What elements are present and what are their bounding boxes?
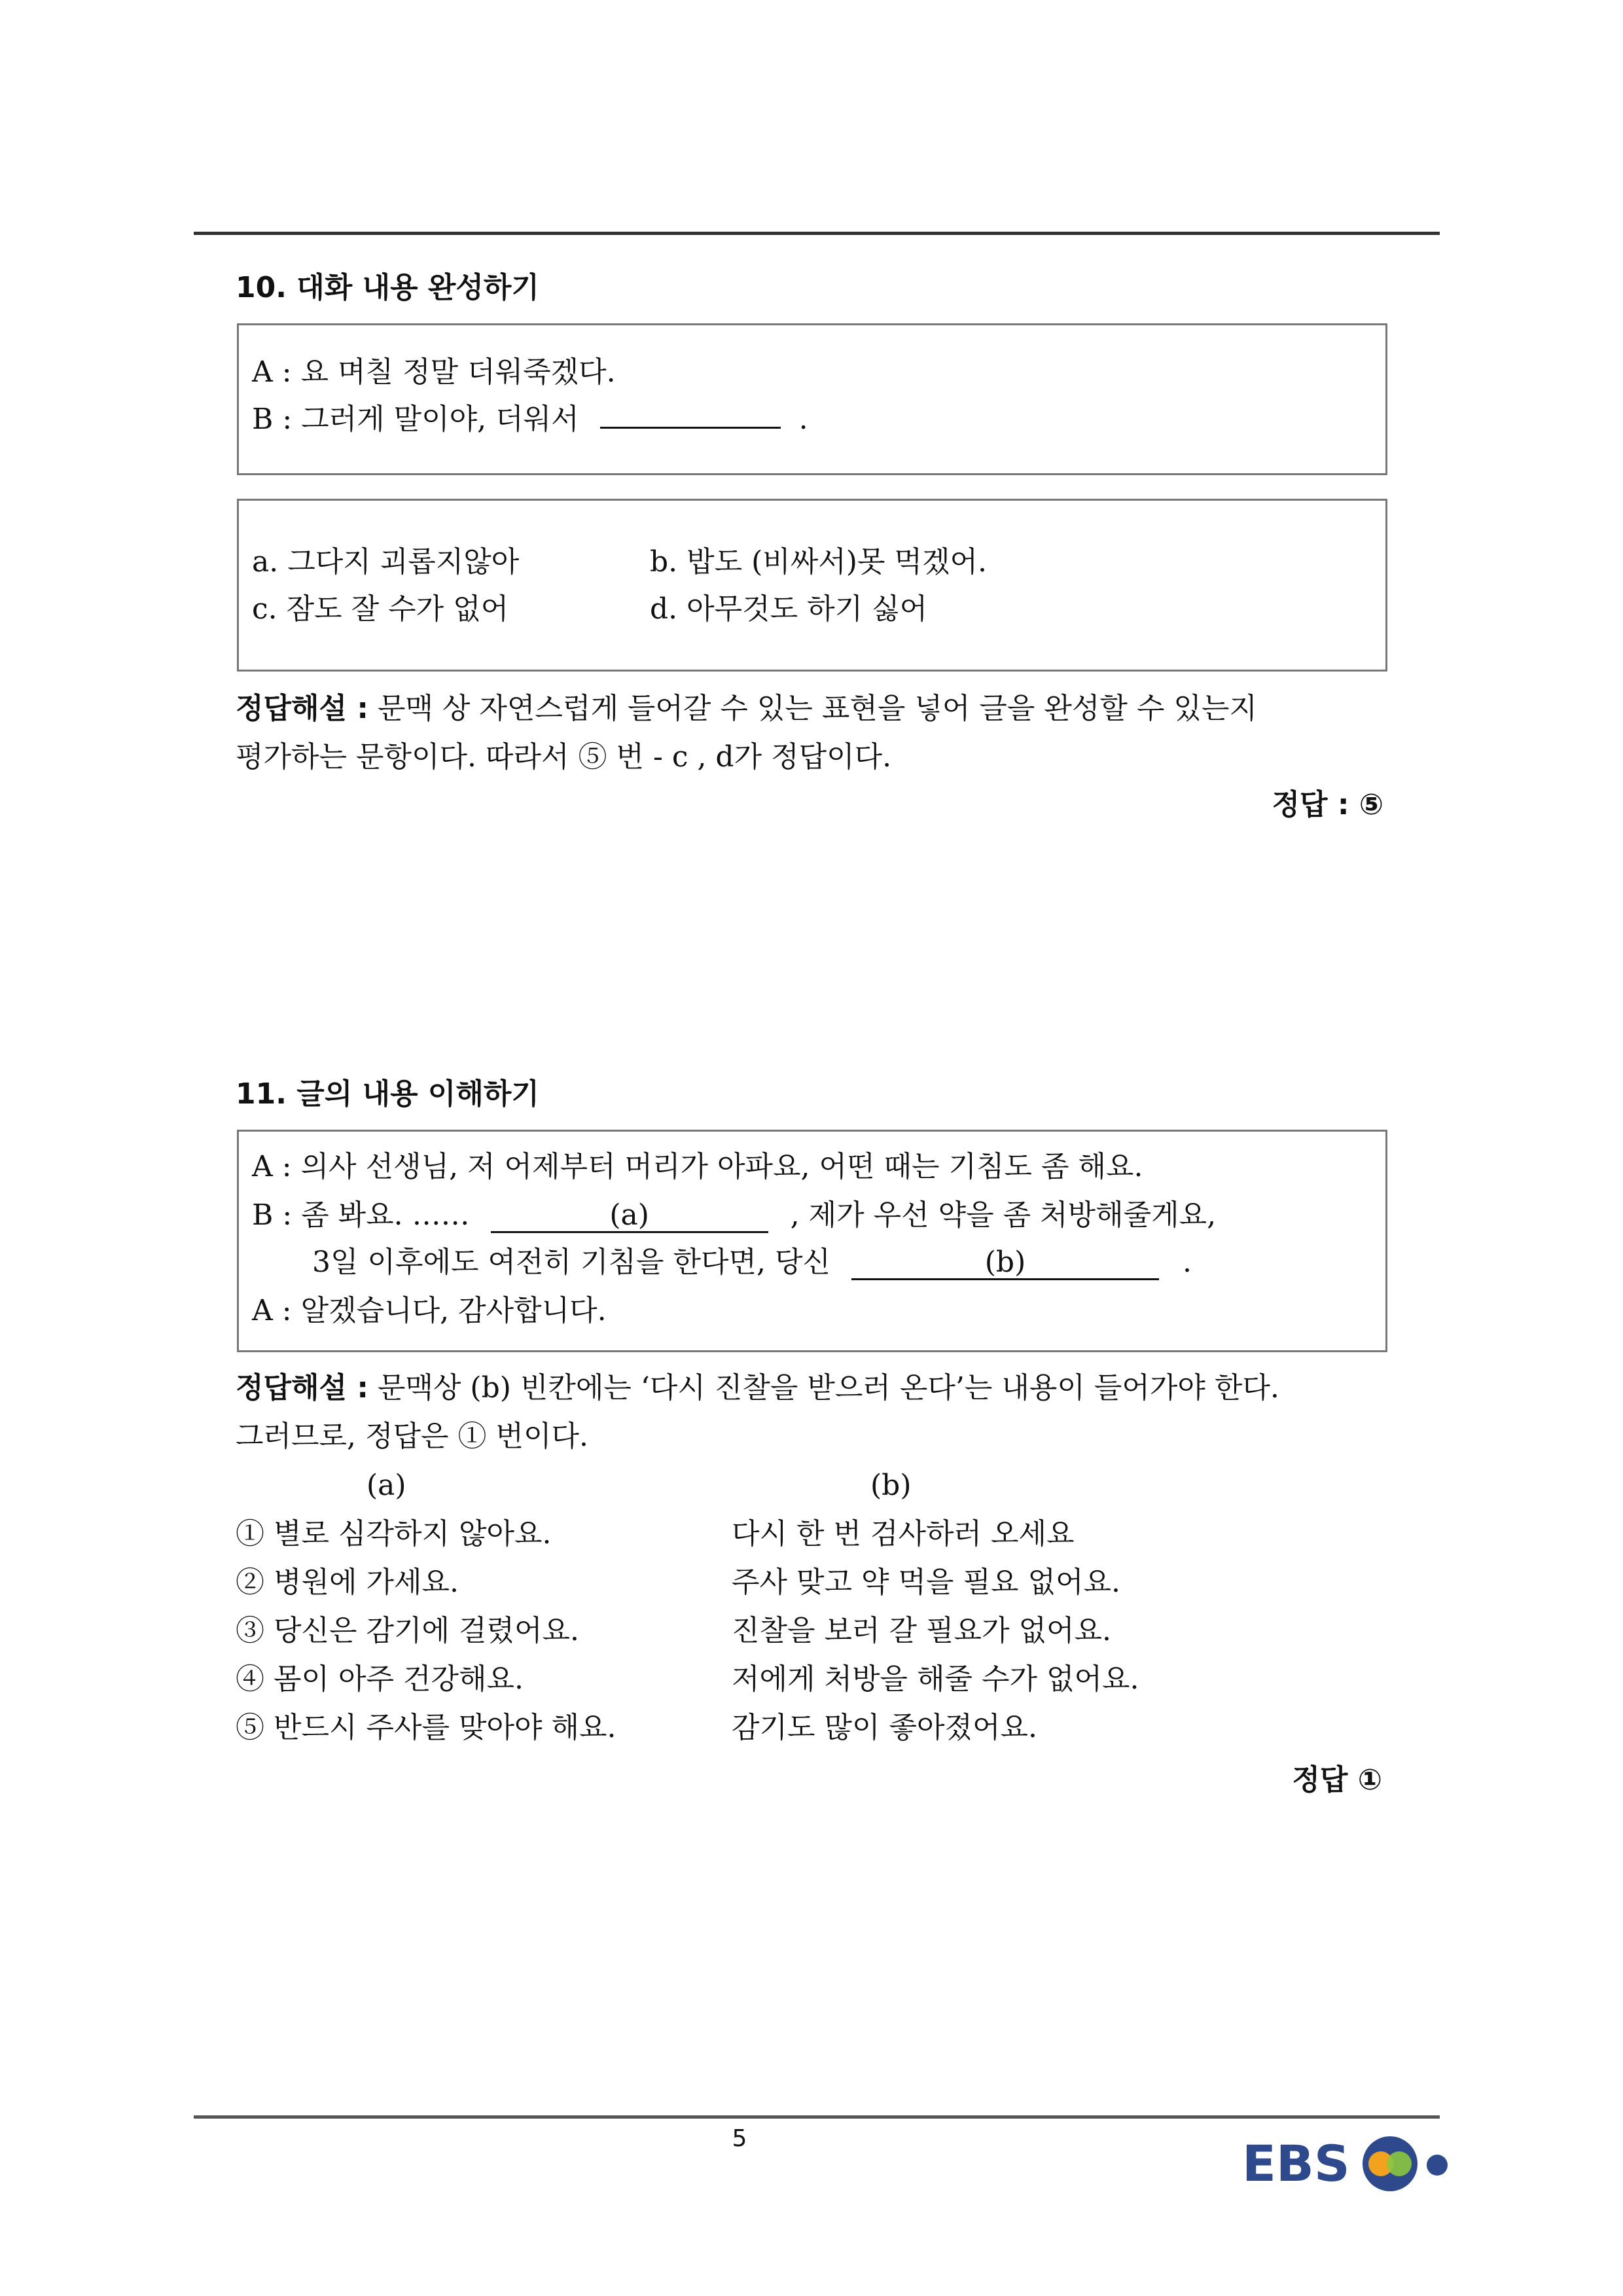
ebs-logo-green-dot — [1387, 2151, 1412, 2176]
q11-choice-3-b: 진찰을 보러 갈 필요가 없어요. — [732, 1614, 1111, 1647]
q10-option-a: a. 그다지 괴롭지않아 — [252, 545, 520, 579]
q11-blank-a: (a) — [491, 1200, 768, 1233]
q10-option-d: d. 아무것도 하기 싫어 — [650, 592, 928, 626]
q11-explanation-line2: 그러므로, 정답은 ① 번이다. — [236, 1420, 588, 1453]
q10-dialog-line-b: B : 그러게 말이야, 더워서 . — [252, 403, 808, 436]
q10-dialog-box — [237, 323, 1387, 475]
q10-option-b: b. 밥도 (비싸서)못 먹겠어. — [650, 545, 987, 579]
ebs-logo-small-dot — [1427, 2155, 1448, 2176]
q11-dialog-line1: A : 의사 선생님, 저 어제부터 머리가 아파요, 어떤 때는 기침도 좀 해요. — [252, 1150, 1143, 1183]
q10-blank — [600, 427, 781, 429]
q11-answer: 정답 ① — [1292, 1763, 1382, 1797]
q10-answer: 정답 : ⑤ — [1272, 788, 1383, 821]
q11-explanation-line1: 문맥상 (b) 빈칸에는 ‘다시 진찰을 받으러 온다’는 내용이 들어가야 한다. — [377, 1371, 1279, 1405]
ebs-logo — [1242, 2127, 1454, 2199]
q11-choice-2-b: 주사 맞고 약 먹을 필요 없어요. — [732, 1566, 1120, 1599]
q10-explanation-line1: 문맥 상 자연스럽게 들어갈 수 있는 표현을 넣어 글을 완성할 수 있는지 — [377, 692, 1257, 725]
q11-dialog-box — [237, 1130, 1387, 1352]
q11-dialog-line4: A : 알겠습니다, 감사합니다. — [252, 1294, 607, 1327]
q10-heading: 10. 대화 내용 완성하기 — [236, 271, 539, 304]
q11-explanation — [236, 1364, 1400, 1461]
q10-explanation-line2: 평가하는 문항이다. 따라서 ⑤ 번 - c , d가 정답이다. — [236, 740, 892, 774]
q10-options-box — [237, 499, 1387, 672]
q10-explanation — [236, 685, 1400, 781]
ebs-logo-text: EBS — [1242, 2134, 1350, 2193]
page-number: 5 — [732, 2125, 747, 2152]
q11-blank-b: (b) — [851, 1247, 1159, 1280]
header-divider — [194, 232, 1440, 235]
q11-dialog-line3: 3일 이후에도 여전히 기침을 한다면, 당신 (b) . — [312, 1246, 1192, 1279]
q11-choice-1-a: ① 별로 심각하지 않아요. — [236, 1517, 552, 1551]
q11-choice-5-b: 감기도 많이 좋아졌어요. — [732, 1711, 1037, 1744]
q10-option-c: c. 잠도 잘 수가 없어 — [252, 592, 509, 626]
q11-explanation-label: 정답해설 : — [236, 1371, 368, 1405]
q11-choice-4-a: ④ 몸이 아주 건강해요. — [236, 1662, 524, 1696]
q11-choice-3-a: ③ 당신은 감기에 걸렸어요. — [236, 1614, 579, 1647]
q11-choice-1-b: 다시 한 번 검사하러 오세요 — [732, 1517, 1075, 1551]
footer-divider — [194, 2115, 1440, 2119]
q10-explanation-label: 정답해설 : — [236, 692, 368, 725]
q11-col-a-header: (a) — [366, 1469, 406, 1502]
q11-col-b-header: (b) — [870, 1469, 912, 1502]
q11-heading: 11. 글의 내용 이해하기 — [236, 1077, 539, 1111]
q11-dialog-line2: B : 좀 봐요. …… (a) , 제가 우선 약을 좀 처방해줄게요, — [252, 1198, 1217, 1232]
q11-choice-5-a: ⑤ 반드시 주사를 맞아야 해요. — [236, 1711, 616, 1744]
q11-choice-2-a: ② 병원에 가세요. — [236, 1566, 459, 1599]
q10-dialog-line-a: A : 요 며칠 정말 더워죽겠다. — [252, 355, 616, 389]
q11-choice-4-b: 저에게 처방을 해줄 수가 없어요. — [732, 1662, 1139, 1696]
